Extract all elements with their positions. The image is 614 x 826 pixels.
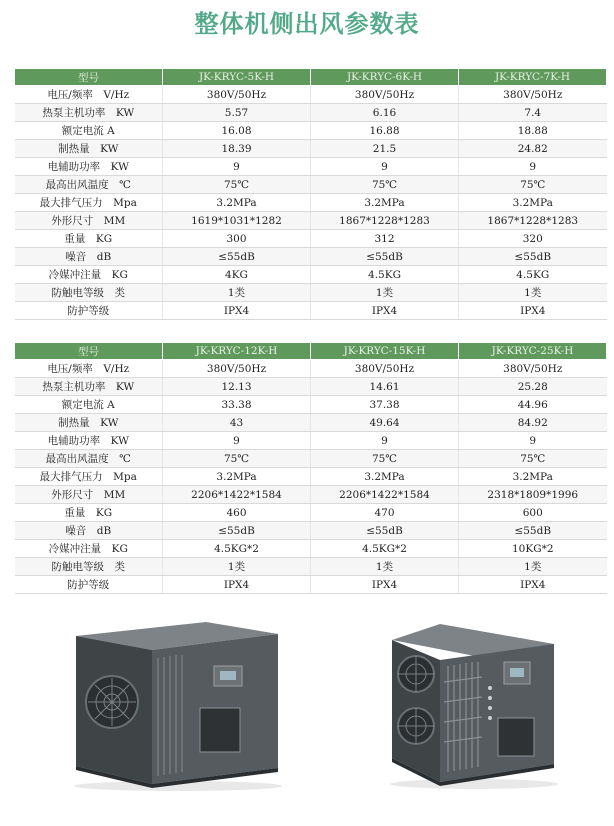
- table-cell: 9: [459, 432, 607, 450]
- table-row: [15, 504, 607, 522]
- table-cell: 25.28: [459, 378, 607, 396]
- table-cell: 44.96: [459, 396, 607, 414]
- table-cell: ≤55dB: [163, 248, 311, 266]
- row-label: 额定电流 A: [15, 122, 163, 140]
- row-label: 电压/频率 V/Hz: [15, 360, 163, 378]
- table-cell: 1类: [459, 284, 607, 302]
- table-cell: 9: [459, 158, 607, 176]
- row-label: 电辅助功率 KW: [15, 432, 163, 450]
- table-row: [15, 302, 607, 320]
- table-cell: 10KG*2: [459, 540, 607, 558]
- table-row: [15, 378, 607, 396]
- table-cell: 2318*1809*1996: [459, 486, 607, 504]
- table-cell: 1619*1031*1282: [163, 212, 311, 230]
- row-label: 最大排气压力 Mpa: [15, 468, 163, 486]
- table-cell: 37.38: [311, 396, 459, 414]
- table-cell: 380V/50Hz: [163, 86, 311, 104]
- table-header-row: [15, 343, 607, 360]
- table-row: [15, 230, 607, 248]
- table-cell: 320: [459, 230, 607, 248]
- table-row: [15, 86, 607, 104]
- table-cell: 2206*1422*1584: [163, 486, 311, 504]
- table-cell: 16.88: [311, 122, 459, 140]
- page-title: 整体机侧出风参数表: [194, 10, 420, 38]
- table-row: [15, 468, 607, 486]
- table-cell: 33.38: [163, 396, 311, 414]
- table-row: [15, 486, 607, 504]
- table-cell: 3.2MPa: [311, 194, 459, 212]
- table-cell: 312: [311, 230, 459, 248]
- table-row: [15, 414, 607, 432]
- table-cell: 1类: [163, 558, 311, 576]
- table-cell: IPX4: [459, 576, 607, 594]
- table-row: [15, 194, 607, 212]
- table-cell: 380V/50Hz: [311, 86, 459, 104]
- table-cell: 460: [163, 504, 311, 522]
- table-cell: 14.61: [311, 378, 459, 396]
- table-cell: 3.2MPa: [459, 194, 607, 212]
- row-label: 防触电等级 类: [15, 284, 163, 302]
- table-cell: 84.92: [459, 414, 607, 432]
- table-cell: 9: [163, 158, 311, 176]
- table-cell: 380V/50Hz: [459, 86, 607, 104]
- table-row: [15, 176, 607, 194]
- table-cell: 4KG: [163, 266, 311, 284]
- table-row: [15, 450, 607, 468]
- table-cell: 18.88: [459, 122, 607, 140]
- table-cell: 9: [163, 432, 311, 450]
- table-row: [15, 576, 607, 594]
- row-label: 热泵主机功率 KW: [15, 378, 163, 396]
- table-cell: 75℃: [311, 450, 459, 468]
- row-label: 冷媒冲注量 KG: [15, 266, 163, 284]
- table-cell: IPX4: [311, 302, 459, 320]
- table-cell: 24.82: [459, 140, 607, 158]
- row-label: 重量 KG: [15, 504, 163, 522]
- row-label: 防护等级: [15, 302, 163, 320]
- table-cell: 600: [459, 504, 607, 522]
- table-cell: 380V/50Hz: [459, 360, 607, 378]
- spec-table-1: [14, 68, 607, 320]
- header-cell: JK-KRYC-6K-H: [311, 69, 459, 86]
- table-cell: 1类: [311, 284, 459, 302]
- table-cell: IPX4: [459, 302, 607, 320]
- table-cell: 75℃: [163, 176, 311, 194]
- table-row: [15, 396, 607, 414]
- row-label: 防护等级: [15, 576, 163, 594]
- table-cell: 5.57: [163, 104, 311, 122]
- table-cell: 43: [163, 414, 311, 432]
- header-cell-model: 型号: [15, 69, 163, 86]
- spec-table-2: [14, 342, 607, 594]
- table-cell: 18.39: [163, 140, 311, 158]
- table-row: [15, 558, 607, 576]
- row-label: 外形尺寸 MM: [15, 486, 163, 504]
- table-cell: IPX4: [163, 576, 311, 594]
- heat-pump-unit-image-large: [384, 622, 560, 790]
- row-label: 电压/频率 V/Hz: [15, 86, 163, 104]
- table-cell: 75℃: [459, 450, 607, 468]
- row-label: 最高出风温度 ℃: [15, 176, 163, 194]
- table-cell: ≤55dB: [311, 522, 459, 540]
- table-row: [15, 540, 607, 558]
- table-cell: 4.5KG: [459, 266, 607, 284]
- table-cell: 49.64: [311, 414, 459, 432]
- table-cell: IPX4: [311, 576, 459, 594]
- table-cell: 1类: [311, 558, 459, 576]
- row-label: 电辅助功率 KW: [15, 158, 163, 176]
- table-row: [15, 360, 607, 378]
- table-cell: 21.5: [311, 140, 459, 158]
- row-label: 热泵主机功率 KW: [15, 104, 163, 122]
- table-cell: 3.2MPa: [163, 468, 311, 486]
- table-cell: 75℃: [459, 176, 607, 194]
- table-header-row: [15, 69, 607, 86]
- table-cell: 1类: [163, 284, 311, 302]
- table-cell: 470: [311, 504, 459, 522]
- row-label: 外形尺寸 MM: [15, 212, 163, 230]
- row-label: 制热量 KW: [15, 414, 163, 432]
- table-row: [15, 248, 607, 266]
- table-cell: 1类: [459, 558, 607, 576]
- table-cell: 75℃: [163, 450, 311, 468]
- table-cell: 7.4: [459, 104, 607, 122]
- table-row: [15, 158, 607, 176]
- table-cell: 4.5KG: [311, 266, 459, 284]
- table-cell: 3.2MPa: [163, 194, 311, 212]
- table-cell: 75℃: [311, 176, 459, 194]
- table-cell: 9: [311, 432, 459, 450]
- table-cell: ≤55dB: [459, 522, 607, 540]
- table-cell: ≤55dB: [311, 248, 459, 266]
- table-cell: 300: [163, 230, 311, 248]
- table-row: [15, 122, 607, 140]
- row-label: 额定电流 A: [15, 396, 163, 414]
- header-cell: JK-KRYC-15K-H: [311, 343, 459, 360]
- header-cell: JK-KRYC-5K-H: [163, 69, 311, 86]
- row-label: 重量 KG: [15, 230, 163, 248]
- table-cell: 2206*1422*1584: [311, 486, 459, 504]
- row-label: 最大排气压力 Mpa: [15, 194, 163, 212]
- table-cell: IPX4: [163, 302, 311, 320]
- row-label: 噪音 dB: [15, 248, 163, 266]
- table-cell: 9: [311, 158, 459, 176]
- table-cell: 1867*1228*1283: [311, 212, 459, 230]
- table-row: [15, 284, 607, 302]
- header-cell-model: 型号: [15, 343, 163, 360]
- table-cell: 3.2MPa: [311, 468, 459, 486]
- table-cell: 12.13: [163, 378, 311, 396]
- table-cell: 380V/50Hz: [311, 360, 459, 378]
- row-label: 噪音 dB: [15, 522, 163, 540]
- table-cell: 16.08: [163, 122, 311, 140]
- table-cell: ≤55dB: [459, 248, 607, 266]
- table-cell: 4.5KG*2: [311, 540, 459, 558]
- heat-pump-unit-image-small: [66, 616, 286, 792]
- table-row: [15, 522, 607, 540]
- table-cell: 3.2MPa: [459, 468, 607, 486]
- table-cell: ≤55dB: [163, 522, 311, 540]
- table-row: [15, 266, 607, 284]
- table-cell: 4.5KG*2: [163, 540, 311, 558]
- table-cell: 6.16: [311, 104, 459, 122]
- header-cell: JK-KRYC-7K-H: [459, 69, 607, 86]
- table-row: [15, 212, 607, 230]
- header-cell: JK-KRYC-25K-H: [459, 343, 607, 360]
- table-row: [15, 432, 607, 450]
- header-cell: JK-KRYC-12K-H: [163, 343, 311, 360]
- table-row: [15, 104, 607, 122]
- row-label: 制热量 KW: [15, 140, 163, 158]
- row-label: 最高出风温度 ℃: [15, 450, 163, 468]
- table-cell: 380V/50Hz: [163, 360, 311, 378]
- table-cell: 1867*1228*1283: [459, 212, 607, 230]
- row-label: 冷媒冲注量 KG: [15, 540, 163, 558]
- table-row: [15, 140, 607, 158]
- row-label: 防触电等级 类: [15, 558, 163, 576]
